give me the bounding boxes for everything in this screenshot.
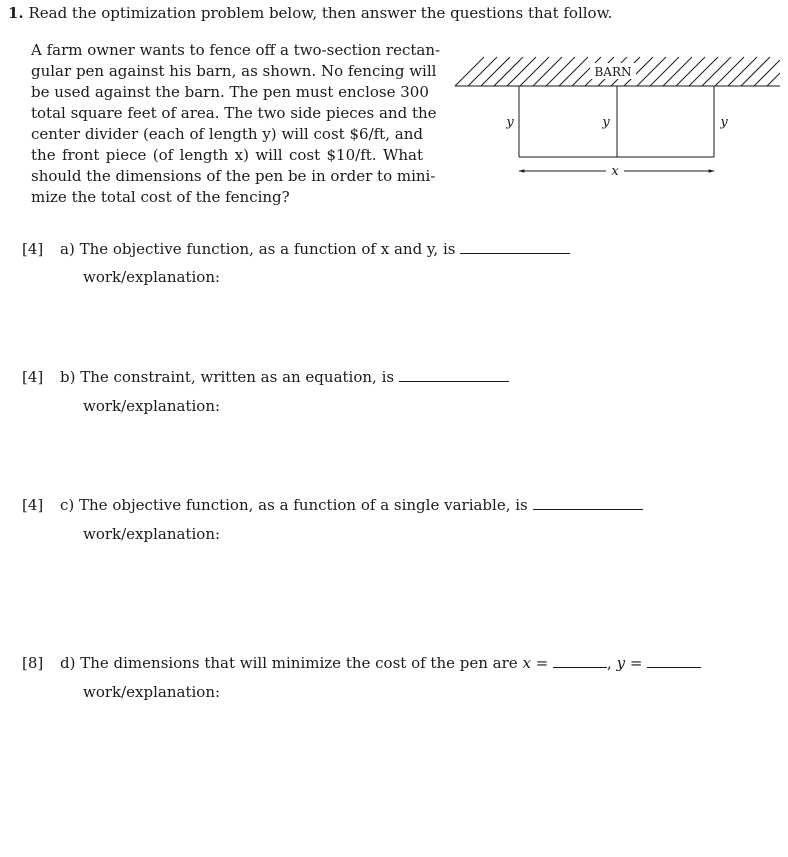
problem-line: center divider (each of length y) will cost $6/ft, and: [31, 125, 423, 143]
points-d: [8]: [22, 654, 44, 672]
x-equals: x =: [522, 654, 549, 672]
problem-statement: [31, 40, 441, 208]
answer-blank-a[interactable]: [460, 239, 570, 254]
question-number: 1.: [8, 4, 24, 22]
answer-blank-b[interactable]: [399, 367, 509, 382]
points-c: [4]: [22, 496, 44, 514]
problem-line: the front piece (of length x) will cost $10/ft. What: [31, 146, 423, 164]
work-label-b: work/explanation:: [83, 397, 221, 415]
question-d-text: d) The dimensions that will minimize the cost of the pen are: [60, 654, 518, 672]
question-c: [22, 495, 643, 514]
y-equals: y =: [616, 654, 643, 672]
y-label-right: y: [720, 115, 728, 130]
question-d: [22, 653, 701, 672]
problem-line: mize the total cost of the fencing?: [31, 188, 290, 206]
problem-line: should the dimensions of the pen be in order to mini-: [31, 167, 436, 185]
work-label-a: work/explanation:: [83, 268, 221, 286]
answer-blank-y[interactable]: [647, 653, 701, 668]
pen-fence: [519, 86, 714, 157]
question-instruction: Read the optimization problem below, then answer the questions that follow.: [28, 4, 613, 22]
y-label-left: y: [506, 115, 514, 130]
problem-line: be used against the barn. The pen must enclose 300: [31, 83, 429, 101]
points-b: [4]: [22, 368, 44, 386]
x-label: x: [611, 164, 619, 179]
answer-separator: ,: [607, 654, 612, 672]
question-b-text: b) The constraint, written as an equation, is: [60, 368, 395, 386]
answer-blank-x[interactable]: [553, 653, 607, 668]
question-c-text: c) The objective function, as a function of a single variable, is: [60, 496, 528, 514]
problem-line: total square feet of area. The two side pieces and the: [31, 104, 437, 122]
problem-line: gular pen against his barn, as shown. No fencing will: [31, 62, 437, 80]
question-a: [22, 239, 570, 258]
points-a: [4]: [22, 240, 44, 258]
y-label-center: y: [602, 115, 610, 130]
work-label-c: work/explanation:: [83, 525, 221, 543]
answer-blank-c[interactable]: [533, 495, 643, 510]
work-label-d: work/explanation:: [83, 683, 221, 701]
question-header: [8, 4, 612, 22]
question-a-text: a) The objective function, as a function of x and y, is: [60, 240, 456, 258]
question-b: [22, 367, 509, 386]
problem-line: A farm owner wants to fence off a two-section rectan-: [31, 41, 441, 59]
pen-diagram: [450, 50, 782, 180]
barn-label: BARN: [594, 65, 632, 79]
